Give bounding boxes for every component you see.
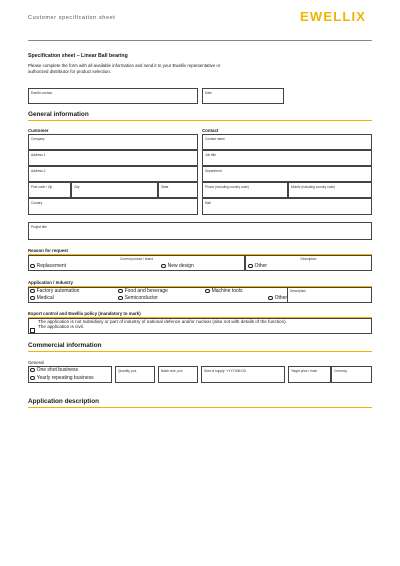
mail-field[interactable]	[202, 198, 372, 215]
date-field[interactable]	[202, 88, 284, 104]
radio-circle-icon	[30, 289, 35, 294]
address2-field[interactable]	[28, 166, 198, 182]
general-info-heading: General information	[28, 111, 89, 118]
start-of-supply-label: Start of supply: YYYY.MM.DD	[204, 368, 246, 373]
phone-field[interactable]	[202, 182, 288, 198]
radio-circle-icon	[30, 376, 35, 381]
yearly-repeating-radio[interactable]	[30, 375, 94, 381]
radio-circle-icon	[30, 368, 35, 373]
batch-size-label: Batch size, pcs	[161, 368, 183, 373]
customer-heading: Customer	[28, 128, 49, 133]
date-label: Date	[205, 90, 212, 95]
checkbox-icon	[30, 328, 35, 333]
post-code-label: Post code / Zip	[31, 184, 53, 189]
new-design-label: New design	[167, 263, 194, 269]
intro-text: Please complete the form with all available information and send it to your Ewellix representative or authorized distributor for product selection.	[28, 63, 221, 74]
quantity-label: Quantity, pcs	[118, 368, 137, 373]
quantity-field[interactable]	[115, 366, 155, 383]
one-shot-label: One shot business	[36, 367, 79, 373]
general-subheading: General	[28, 360, 44, 365]
company-label: Company	[31, 136, 45, 141]
commercial-heading: Commercial information	[28, 342, 102, 349]
food-beverage-label: Food and beverage	[124, 288, 168, 294]
job-title-label: Job title	[205, 152, 216, 157]
contact-name-field[interactable]	[202, 134, 372, 150]
semiconductor-label: Semiconductor	[124, 295, 158, 301]
country-label: Country	[31, 200, 43, 205]
address2-label: Address 2	[31, 168, 46, 173]
ewellix-logo: EWELLIX	[300, 9, 367, 24]
machine-tools-radio[interactable]	[205, 288, 242, 294]
header-divider	[28, 40, 372, 41]
address1-label: Address 1	[31, 152, 46, 157]
factory-automation-radio[interactable]	[30, 288, 79, 294]
mobile-field[interactable]	[288, 182, 372, 198]
target-price-label: Target price / each	[291, 368, 318, 373]
radio-circle-icon	[30, 264, 35, 269]
commercial-rule	[28, 351, 372, 352]
ewellix-contact-label: Ewellix contact	[31, 90, 53, 95]
radio-circle-icon	[248, 264, 253, 269]
contact-name-label: Contact name	[205, 136, 225, 141]
radio-circle-icon	[205, 289, 210, 294]
company-field[interactable]	[28, 134, 198, 150]
yearly-repeating-label: Yearly repeating business	[36, 375, 94, 381]
mail-label: Mail	[205, 200, 211, 205]
export-statement-line1: The application is not subsidiary or part of industry of national defence and/or nuclear (also not with details of the function).	[38, 319, 287, 324]
replacement-label: Replacement	[36, 263, 67, 269]
document-type: Customer specification sheet	[28, 15, 116, 21]
radio-circle-icon	[118, 296, 123, 301]
reason-other-radio[interactable]	[248, 263, 267, 269]
export-heading: Export control and Ewellix policy (mandatory to mark)	[28, 311, 141, 316]
factory-automation-label: Factory automation	[36, 288, 80, 294]
application-description-heading: Application description	[28, 398, 100, 405]
start-of-supply-field[interactable]	[201, 366, 285, 383]
application-heading: Application / Industry	[28, 280, 73, 285]
radio-circle-icon	[161, 264, 166, 269]
project-title-label: Project title	[31, 224, 47, 229]
general-info-rule	[28, 120, 372, 121]
radio-circle-icon	[118, 289, 123, 294]
reason-other-label: Other	[254, 263, 268, 269]
ewellix-contact-field[interactable]	[28, 88, 198, 104]
semiconductor-radio[interactable]	[118, 295, 158, 301]
country-field[interactable]	[28, 198, 198, 215]
department-label: Department	[205, 168, 222, 173]
machine-tools-label: Machine tools	[211, 288, 243, 294]
contact-heading: Contact	[202, 128, 219, 133]
job-title-field[interactable]	[202, 150, 372, 166]
export-statement	[38, 319, 370, 330]
one-shot-radio[interactable]	[30, 367, 78, 373]
phone-label: Phone (including country code)	[205, 184, 249, 189]
medical-label: Medical	[36, 295, 54, 301]
new-design-radio[interactable]	[161, 263, 194, 269]
application-other-radio[interactable]	[268, 295, 287, 301]
post-code-field[interactable]	[28, 182, 71, 198]
medical-radio[interactable]	[30, 295, 54, 301]
state-field[interactable]	[158, 182, 198, 198]
export-checkbox[interactable]	[30, 320, 37, 338]
target-price-field[interactable]	[288, 366, 331, 383]
radio-circle-icon	[30, 296, 35, 301]
reason-heading: Reason for request	[28, 248, 69, 253]
application-other-label: Other	[274, 295, 288, 301]
city-field[interactable]	[71, 182, 158, 198]
export-statement-line2: The application is civil.	[38, 324, 84, 330]
currency-label: Currency	[334, 368, 347, 373]
reason-description-label: Description	[300, 257, 317, 262]
application-description-label: Description	[290, 288, 306, 293]
project-title-field[interactable]	[28, 222, 372, 240]
currency-field[interactable]	[331, 366, 372, 383]
city-label: City	[74, 184, 80, 189]
current-product-label: Current product / brand	[120, 257, 153, 262]
replacement-radio[interactable]	[30, 263, 66, 269]
batch-size-field[interactable]	[158, 366, 198, 383]
mobile-label: Mobile (including country code)	[291, 184, 336, 189]
radio-circle-icon	[268, 296, 273, 301]
food-beverage-radio[interactable]	[118, 288, 168, 294]
state-label: State	[161, 184, 169, 189]
sheet-title: Specification sheet – Linear Ball bearing	[28, 53, 128, 59]
application-description-cell[interactable]	[287, 287, 372, 303]
address1-field[interactable]	[28, 150, 198, 166]
application-description-rule	[28, 407, 372, 408]
department-field[interactable]	[202, 166, 372, 182]
